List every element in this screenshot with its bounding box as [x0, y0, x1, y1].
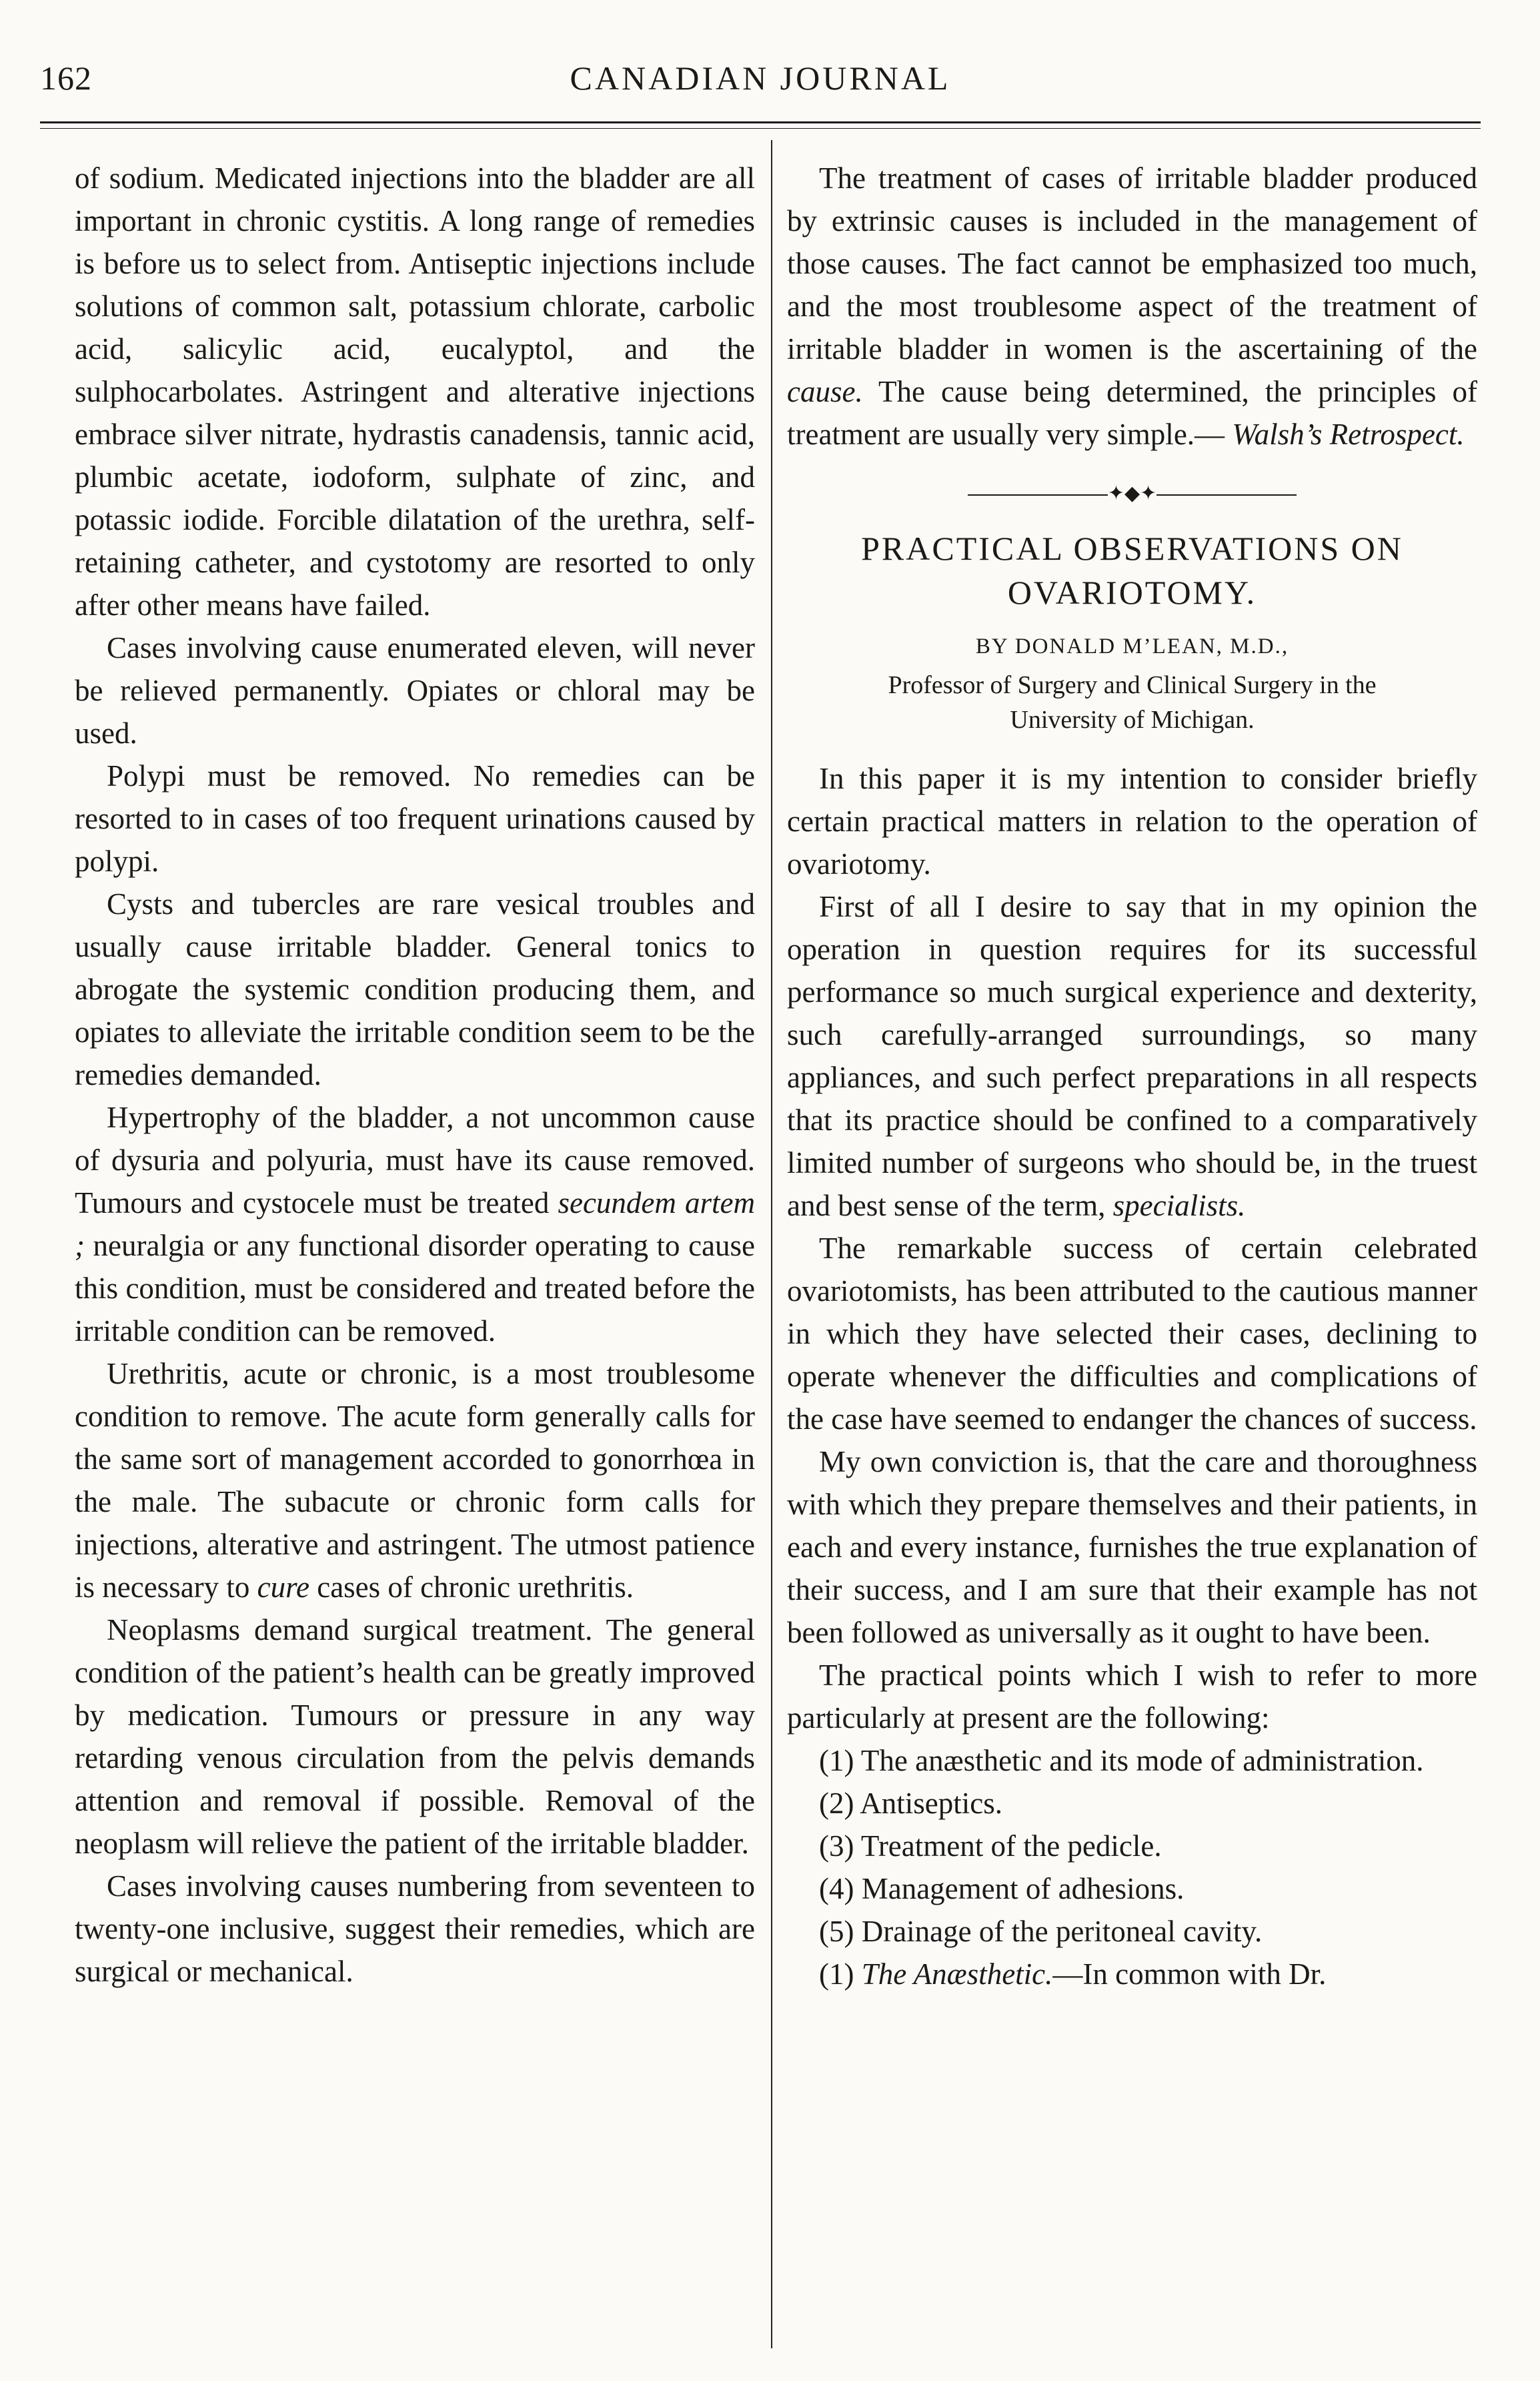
left-column [75, 157, 755, 1993]
list-item: (5) Drainage of the peritoneal cavity. [819, 1915, 1263, 1948]
affiliation-line: Professor of Surgery and Clinical Surgery in the [888, 671, 1377, 699]
header-rule-thin [40, 128, 1481, 129]
ornament-glyph: ✦◆✦ [1107, 482, 1157, 504]
paragraph [787, 157, 1477, 456]
text-run: (1) [819, 1957, 862, 1991]
italic-text: secundem artem ; [75, 1186, 755, 1262]
paragraph [75, 1352, 755, 1608]
italic-citation: Walsh’s Retrospect. [1232, 418, 1465, 451]
italic-text: cure [257, 1570, 309, 1604]
paragraph: Polypi must be removed. No remedies can be resorted to in cases of too frequent urinations caused by polypi. [75, 759, 755, 878]
right-column [787, 157, 1477, 1995]
paragraph [787, 885, 1477, 1227]
section-separator [787, 484, 1477, 504]
header-rule [40, 121, 1481, 123]
paragraph: of sodium. Medicated injections into the bladder are all important in chronic cystitis. A long range of remedies is before us to select from. Antiseptic injections include solutions of common salt, potassium chlorate, carbolic acid, salicylic acid, eucalyptol, and the sulphocarbolates. Astringent and alterative injections embrace silver nitrate, hydrastis canadensis, tannic acid, plumbic acetate, iodoform, sulphate of zinc, and potassic iodide. Forcible dilatation of the urethra, self-retaining catheter, and cystotomy are resorted to only after other means have failed. [75, 161, 755, 622]
text-run: cases of chronic urethritis. [309, 1570, 634, 1604]
paragraph [75, 1096, 755, 1352]
text-run: The cause being determined, the principles of treatment are usually very simple.— [787, 375, 1477, 451]
article-title-line: OVARIOTOMY. [1007, 574, 1257, 611]
paragraph [787, 1953, 1477, 1995]
paragraph: Cysts and tubercles are rare vesical troubles and usually cause irritable bladder. General tonics to abrogate the systemic condition producing them, and opiates to alleviate the irritable condition seem to be the remedies demanded. [75, 887, 755, 1091]
paragraph: My own conviction is, that the care and thoroughness with which they prepare themselves and their patients, in each and every instance, furnishes the true explanation of their success, and I am sure that their example has not been followed as universally as it ought to have been. [787, 1445, 1477, 1649]
column-divider [771, 140, 772, 2348]
text-run: —In common with Dr. [1052, 1957, 1327, 1991]
text-run: Hypertrophy of the bladder, a not uncommon cause of dysuria and polyuria, must have its cause removed. Tumours and cystocele must be treated [75, 1101, 755, 1220]
italic-text: specialists. [1112, 1189, 1246, 1222]
separator-line [968, 494, 1108, 496]
article-title [787, 526, 1477, 614]
text-run: Urethritis, acute or chronic, is a most troublesome condition to remove. The acute form generally calls for the same sort of management accorded to gonorrhœa in the male. The subacute or chronic form calls for injections, alterative and astringent. The utmost patience is necessary to [75, 1357, 755, 1604]
author-affiliation [787, 668, 1477, 737]
article-title-line: PRACTICAL OBSERVATIONS ON [861, 530, 1403, 567]
section-heading-italic: The Anæsthetic. [861, 1957, 1053, 1991]
page-header [40, 59, 1481, 105]
text-run: First of all I desire to say that in my opinion the operation in question requires for its successful performance so much surgical experience and dexterity, such carefully-arranged surroundings, so many appliances, and such perfect preparations in all respects that its practice should be confined to a comparatively limited number of surgeons who should be, in the truest and best sense of the term, [787, 890, 1477, 1222]
paragraph: Neoplasms demand surgical treatment. The general condition of the patient’s health can be greatly improved by medication. Tumours or pressure in any way retarding venous circulation from the pelvis demands attention and removal if possible. Removal of the neoplasm will relieve the patient of the irritable bladder. [75, 1613, 755, 1860]
running-title: CANADIAN JOURNAL [570, 59, 951, 97]
paragraph: In this paper it is my intention to consider briefly certain practical matters in relation to the operation of ovariotomy. [787, 762, 1477, 881]
text-run: neuralgia or any functional disorder operating to cause this condition, must be considered and treated before the irritable condition can be removed. [75, 1229, 755, 1348]
paragraph: Cases involving causes numbering from seventeen to twenty-one inclusive, suggest their remedies, which are surgical or mechanical. [75, 1869, 755, 1988]
author-byline: BY DONALD M’LEAN, M.D., [975, 634, 1289, 658]
paragraph: The practical points which I wish to refer to more particularly at present are the following: [787, 1658, 1477, 1735]
paragraph: The remarkable success of certain celebrated ovariotomists, has been attributed to the cautious manner in which they have selected their cases, declining to operate whenever the difficulties and complications of the case have seemed to endanger the chances of success. [787, 1232, 1477, 1436]
separator-line [1157, 494, 1297, 496]
list-item: (3) Treatment of the pedicle. [819, 1829, 1162, 1863]
list-item: (1) The anæsthetic and its mode of administration. [819, 1744, 1424, 1777]
page-number: 162 [40, 59, 92, 97]
text-run: The treatment of cases of irritable bladder produced by extrinsic causes is included in the management of those causes. The fact cannot be emphasized too much, and the most troublesome aspect of the treatment of irritable bladder in women is the ascertaining of the [787, 161, 1477, 366]
affiliation-line: University of Michigan. [1010, 706, 1255, 734]
italic-text: cause. [787, 375, 863, 408]
paragraph: Cases involving cause enumerated eleven, will never be relieved permanently. Opiates or chloral may be used. [75, 631, 755, 750]
list-item: (2) Antiseptics. [819, 1787, 1002, 1820]
list-item: (4) Management of adhesions. [819, 1872, 1185, 1905]
